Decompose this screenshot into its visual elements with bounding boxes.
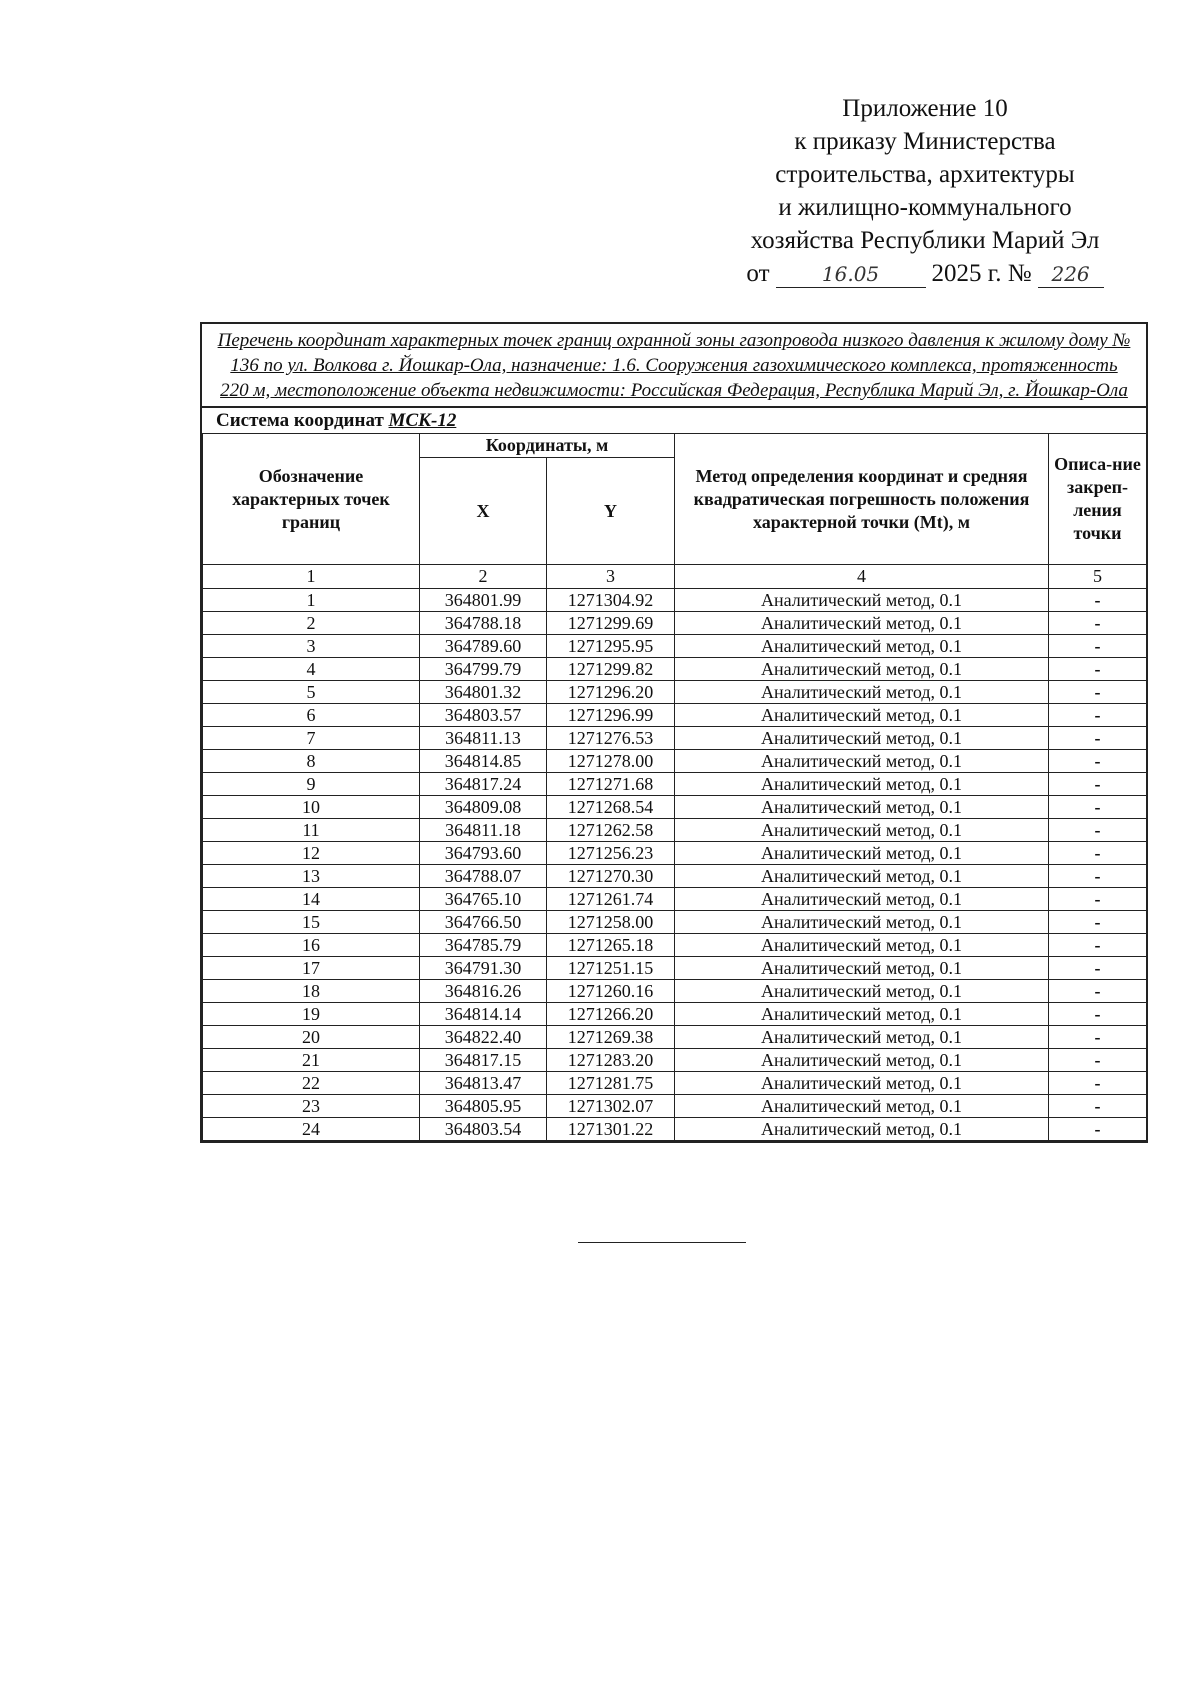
method-cell: Аналитический метод, 0.1 — [675, 1095, 1049, 1118]
method-cell: Аналитический метод, 0.1 — [675, 934, 1049, 957]
coord-y: 1271262.58 — [547, 819, 675, 842]
header-desc: Описа-ние закреп-ления точки — [1049, 434, 1147, 565]
desc-cell: - — [1049, 1095, 1147, 1118]
table-body — [203, 589, 1147, 1141]
method-cell: Аналитический метод, 0.1 — [675, 865, 1049, 888]
column-number: 3 — [547, 565, 675, 589]
table-row — [203, 612, 1147, 635]
point-number: 12 — [203, 842, 420, 865]
table-caption: Перечень координат характерных точек границ охранной зоны газопровода низкого давления к жилому дому № 136 по ул. Волкова г. Йошкар-Ола, назначение: 1.6. Сооружения газохимического комплекса, протяженность 220 м, местоположение объекта недвижимости: Российская Федерация, Республика Марий Эл, г. Йошкар-Ола — [202, 324, 1146, 408]
method-cell: Аналитический метод, 0.1 — [675, 957, 1049, 980]
table-row — [203, 888, 1147, 911]
header-coords: Координаты, м — [420, 434, 675, 458]
coord-y: 1271256.23 — [547, 842, 675, 865]
coord-y: 1271268.54 — [547, 796, 675, 819]
coord-y: 1271271.68 — [547, 773, 675, 796]
desc-cell: - — [1049, 819, 1147, 842]
desc-cell: - — [1049, 1072, 1147, 1095]
point-number: 15 — [203, 911, 420, 934]
desc-cell: - — [1049, 888, 1147, 911]
coordinate-system — [202, 408, 1146, 433]
coord-x: 364791.30 — [420, 957, 547, 980]
point-number: 7 — [203, 727, 420, 750]
from-label: от — [746, 260, 770, 287]
coordinate-system-value: МСК-12 — [388, 410, 457, 431]
point-number: 9 — [203, 773, 420, 796]
coord-y: 1271258.00 — [547, 911, 675, 934]
coord-y: 1271301.22 — [547, 1118, 675, 1141]
table-row — [203, 727, 1147, 750]
appendix-line: и жилищно-коммунального — [778, 194, 1072, 221]
coord-y: 1271265.18 — [547, 934, 675, 957]
table-row — [203, 819, 1147, 842]
coord-y: 1271296.99 — [547, 704, 675, 727]
method-cell: Аналитический метод, 0.1 — [675, 819, 1049, 842]
end-divider — [578, 1242, 746, 1243]
table-row — [203, 842, 1147, 865]
column-number: 4 — [675, 565, 1049, 589]
coord-x: 364803.57 — [420, 704, 547, 727]
coord-y: 1271266.20 — [547, 1003, 675, 1026]
coord-y: 1271251.15 — [547, 957, 675, 980]
method-cell: Аналитический метод, 0.1 — [675, 589, 1049, 612]
order-date-handwritten: 16.05 — [776, 261, 926, 288]
appendix-line: к приказу Министерства — [794, 128, 1056, 155]
coord-y: 1271299.69 — [547, 612, 675, 635]
header-x: X — [420, 458, 547, 565]
coord-x: 364789.60 — [420, 635, 547, 658]
coord-x: 364785.79 — [420, 934, 547, 957]
coord-x: 364793.60 — [420, 842, 547, 865]
point-number: 23 — [203, 1095, 420, 1118]
coordinates-block — [200, 322, 1148, 1143]
coord-x: 364766.50 — [420, 911, 547, 934]
coord-x: 364765.10 — [420, 888, 547, 911]
table-row — [203, 980, 1147, 1003]
column-number-row — [203, 565, 1147, 589]
point-number: 11 — [203, 819, 420, 842]
method-cell: Аналитический метод, 0.1 — [675, 911, 1049, 934]
coord-x: 364803.54 — [420, 1118, 547, 1141]
coord-y: 1271261.74 — [547, 888, 675, 911]
coord-y: 1271299.82 — [547, 658, 675, 681]
method-cell: Аналитический метод, 0.1 — [675, 980, 1049, 1003]
coord-y: 1271302.07 — [547, 1095, 675, 1118]
table-row — [203, 1026, 1147, 1049]
table-row — [203, 773, 1147, 796]
method-cell: Аналитический метод, 0.1 — [675, 1118, 1049, 1141]
coord-x: 364788.18 — [420, 612, 547, 635]
table-row — [203, 1003, 1147, 1026]
point-number: 2 — [203, 612, 420, 635]
column-number: 5 — [1049, 565, 1147, 589]
method-cell: Аналитический метод, 0.1 — [675, 842, 1049, 865]
header-row — [203, 434, 1147, 458]
coord-x: 364817.15 — [420, 1049, 547, 1072]
coord-y: 1271281.75 — [547, 1072, 675, 1095]
appendix-line: строительства, архитектуры — [775, 161, 1075, 188]
method-cell: Аналитический метод, 0.1 — [675, 727, 1049, 750]
table-row — [203, 796, 1147, 819]
desc-cell: - — [1049, 612, 1147, 635]
point-number: 4 — [203, 658, 420, 681]
coord-x: 364822.40 — [420, 1026, 547, 1049]
desc-cell: - — [1049, 1049, 1147, 1072]
appendix-header — [690, 92, 1160, 290]
point-number: 19 — [203, 1003, 420, 1026]
desc-cell: - — [1049, 957, 1147, 980]
desc-cell: - — [1049, 635, 1147, 658]
coord-x: 364801.32 — [420, 681, 547, 704]
method-cell: Аналитический метод, 0.1 — [675, 796, 1049, 819]
coord-y: 1271283.20 — [547, 1049, 675, 1072]
table-row — [203, 681, 1147, 704]
coord-x: 364814.85 — [420, 750, 547, 773]
coord-y: 1271296.20 — [547, 681, 675, 704]
column-number: 1 — [203, 565, 420, 589]
table-row — [203, 704, 1147, 727]
point-number: 10 — [203, 796, 420, 819]
point-number: 17 — [203, 957, 420, 980]
point-number: 24 — [203, 1118, 420, 1141]
point-number: 21 — [203, 1049, 420, 1072]
table-row — [203, 1095, 1147, 1118]
desc-cell: - — [1049, 980, 1147, 1003]
coord-x: 364801.99 — [420, 589, 547, 612]
desc-cell: - — [1049, 727, 1147, 750]
coord-y: 1271276.53 — [547, 727, 675, 750]
desc-cell: - — [1049, 704, 1147, 727]
coord-y: 1271278.00 — [547, 750, 675, 773]
coord-y: 1271270.30 — [547, 865, 675, 888]
header-point: Обозначение характерных точек границ — [203, 434, 420, 565]
point-number: 1 — [203, 589, 420, 612]
coord-y: 1271269.38 — [547, 1026, 675, 1049]
coord-x: 364813.47 — [420, 1072, 547, 1095]
desc-cell: - — [1049, 750, 1147, 773]
table-row — [203, 1118, 1147, 1141]
point-number: 8 — [203, 750, 420, 773]
coord-y: 1271304.92 — [547, 589, 675, 612]
desc-cell: - — [1049, 865, 1147, 888]
point-number: 3 — [203, 635, 420, 658]
appendix-line: хозяйства Республики Марий Эл — [750, 227, 1100, 254]
coord-x: 364811.13 — [420, 727, 547, 750]
coordinates-table — [202, 433, 1147, 1141]
desc-cell: - — [1049, 1026, 1147, 1049]
coord-x: 364805.95 — [420, 1095, 547, 1118]
desc-cell: - — [1049, 589, 1147, 612]
desc-cell: - — [1049, 934, 1147, 957]
coord-x: 364817.24 — [420, 773, 547, 796]
appendix-title: Приложение 10 — [842, 95, 1008, 122]
method-cell: Аналитический метод, 0.1 — [675, 635, 1049, 658]
method-cell: Аналитический метод, 0.1 — [675, 681, 1049, 704]
method-cell: Аналитический метод, 0.1 — [675, 1049, 1049, 1072]
method-cell: Аналитический метод, 0.1 — [675, 1003, 1049, 1026]
desc-cell: - — [1049, 773, 1147, 796]
table-row — [203, 635, 1147, 658]
header-y: Y — [547, 458, 675, 565]
order-date-line — [690, 257, 1160, 290]
order-number-handwritten: 226 — [1038, 261, 1104, 288]
desc-cell: - — [1049, 1003, 1147, 1026]
table-row — [203, 750, 1147, 773]
desc-cell: - — [1049, 796, 1147, 819]
point-number: 14 — [203, 888, 420, 911]
order-year-label: 2025 г. № — [931, 260, 1032, 287]
method-cell: Аналитический метод, 0.1 — [675, 888, 1049, 911]
point-number: 16 — [203, 934, 420, 957]
point-number: 20 — [203, 1026, 420, 1049]
method-cell: Аналитический метод, 0.1 — [675, 750, 1049, 773]
header-method: Метод определения координат и средняя квадратическая погрешность положения характерной точки (Mt), м — [675, 434, 1049, 565]
coordinate-system-label: Система координат — [216, 410, 384, 431]
method-cell: Аналитический метод, 0.1 — [675, 1072, 1049, 1095]
coord-x: 364811.18 — [420, 819, 547, 842]
coord-y: 1271295.95 — [547, 635, 675, 658]
method-cell: Аналитический метод, 0.1 — [675, 773, 1049, 796]
point-number: 5 — [203, 681, 420, 704]
table-row — [203, 934, 1147, 957]
desc-cell: - — [1049, 911, 1147, 934]
coord-x: 364816.26 — [420, 980, 547, 1003]
method-cell: Аналитический метод, 0.1 — [675, 612, 1049, 635]
method-cell: Аналитический метод, 0.1 — [675, 1026, 1049, 1049]
table-row — [203, 865, 1147, 888]
table-row — [203, 589, 1147, 612]
point-number: 22 — [203, 1072, 420, 1095]
table-row — [203, 911, 1147, 934]
table-row — [203, 658, 1147, 681]
desc-cell: - — [1049, 658, 1147, 681]
table-row — [203, 1072, 1147, 1095]
coord-x: 364809.08 — [420, 796, 547, 819]
coord-x: 364814.14 — [420, 1003, 547, 1026]
table-row — [203, 1049, 1147, 1072]
coord-x: 364799.79 — [420, 658, 547, 681]
point-number: 18 — [203, 980, 420, 1003]
point-number: 13 — [203, 865, 420, 888]
coord-y: 1271260.16 — [547, 980, 675, 1003]
desc-cell: - — [1049, 1118, 1147, 1141]
method-cell: Аналитический метод, 0.1 — [675, 658, 1049, 681]
point-number: 6 — [203, 704, 420, 727]
column-number: 2 — [420, 565, 547, 589]
table-row — [203, 957, 1147, 980]
coord-x: 364788.07 — [420, 865, 547, 888]
desc-cell: - — [1049, 681, 1147, 704]
method-cell: Аналитический метод, 0.1 — [675, 704, 1049, 727]
desc-cell: - — [1049, 842, 1147, 865]
